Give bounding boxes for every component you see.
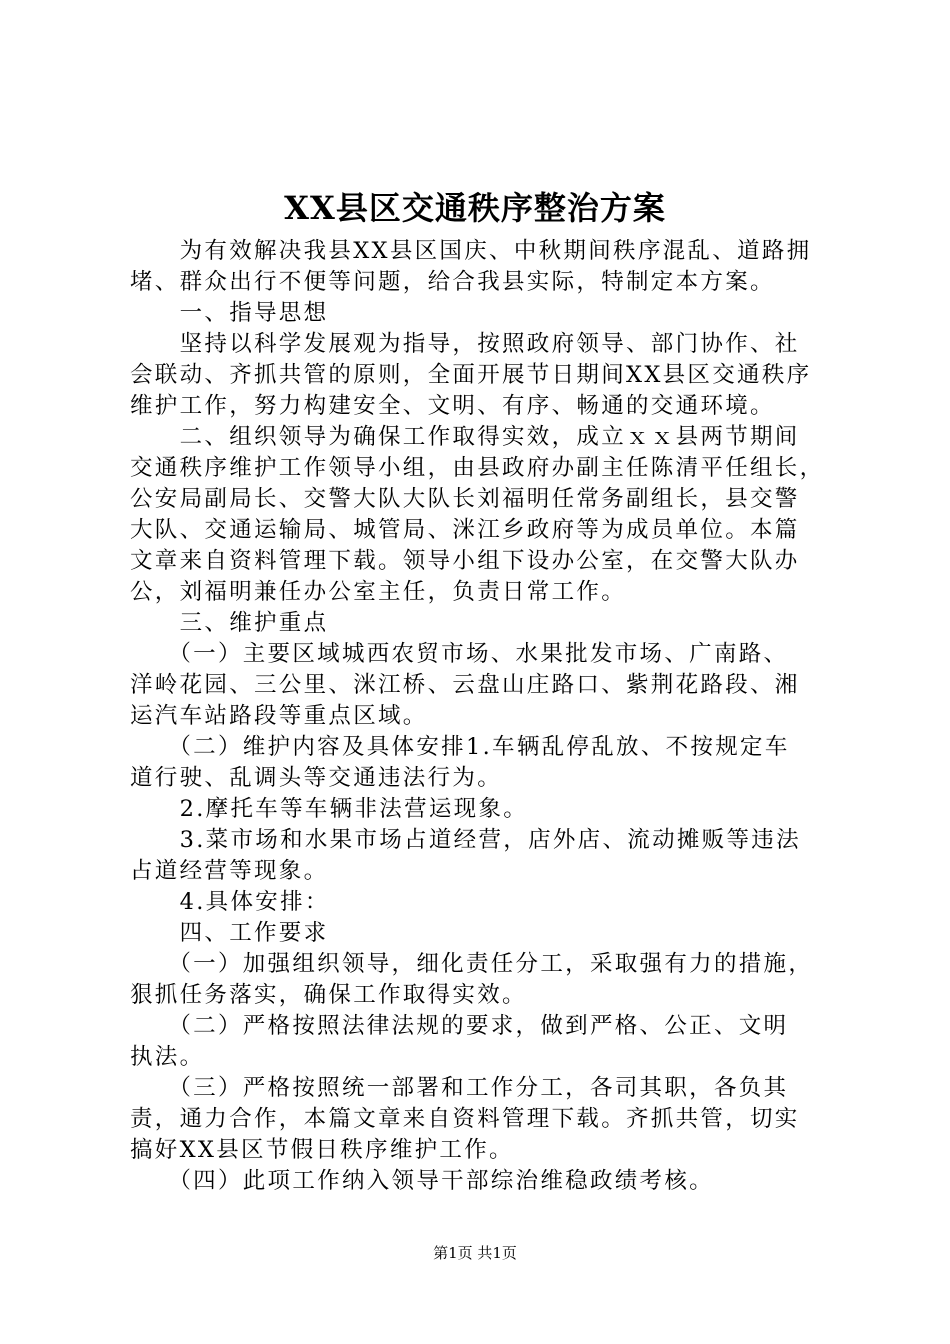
body-line: 大队、交通运输局、城管局、洣江乡政府等为成员单位。本篇	[130, 517, 800, 543]
body-line: 运汽车站路段等重点区域。	[130, 703, 428, 729]
body-line: 搞好XX县区节假日秩序维护工作。	[130, 1137, 514, 1163]
body-line: 洋岭花园、三公里、洣江桥、云盘山庄路口、紫荆花路段、湘	[130, 672, 800, 698]
body-line: 坚持以科学发展观为指导，按照政府领导、部门协作、社	[130, 331, 800, 357]
body-line: 交通秩序维护工作领导小组，由县政府办副主任陈清平任组长，	[130, 455, 825, 481]
body-line: 二、组织领导为确保工作取得实效，成立ｘｘ县两节期间	[130, 424, 800, 450]
section-heading: 三、维护重点	[130, 610, 329, 636]
body-line: （一）加强组织领导，细化责任分工，采取强有力的措施，	[130, 951, 814, 977]
body-line: （二）严格按照法律法规的要求，做到严格、公正、文明	[130, 1013, 789, 1039]
body-line: 堵、群众出行不便等问题，给合我县实际，特制定本方案。	[130, 269, 775, 295]
body-line: （四）此项工作纳入领导干部综治维稳政绩考核。	[130, 1168, 714, 1194]
page-indicator: 第1页 共1页	[433, 1244, 517, 1262]
document-title: XX县区交通秩序整治方案	[284, 189, 666, 227]
body-line: 文章来自资料管理下载。领导小组下设办公室，在交警大队办	[130, 548, 800, 574]
body-line: 会联动、齐抓共管的原则，全面开展节日期间XX县区交通秩序	[130, 362, 812, 388]
body-line: 公安局副局长、交警大队大队长刘福明任常务副组长，县交警	[130, 486, 800, 512]
document-body	[130, 236, 834, 1197]
body-line: 3.菜市场和水果市场占道经营，店外店、流动摊贩等违法	[130, 827, 801, 853]
body-line: 2.摩托车等车辆非法营运现象。	[130, 796, 529, 822]
body-line: （二）维护内容及具体安排1.车辆乱停乱放、不按规定车	[130, 734, 790, 760]
body-line: 狠抓任务落实，确保工作取得实效。	[130, 982, 527, 1008]
body-line: 维护工作，努力构建安全、文明、有序、畅通的交通环境。	[130, 393, 775, 419]
body-line: 责，通力合作，本篇文章来自资料管理下载。齐抓共管，切实	[130, 1106, 800, 1132]
body-line: （一）主要区域城西农贸市场、水果批发市场、广南路、	[130, 641, 789, 667]
body-line: （三）严格按照统一部署和工作分工，各司其职，各负其	[130, 1075, 789, 1101]
body-line: 执法。	[130, 1044, 205, 1070]
section-heading: 四、工作要求	[130, 920, 329, 946]
body-line: 公，刘福明兼任办公室主任，负责日常工作。	[130, 579, 627, 605]
body-line: 为有效解决我县XX县区国庆、中秋期间秩序混乱、道路拥	[130, 238, 812, 264]
body-line: 道行驶、乱调头等交通违法行为。	[130, 765, 503, 791]
body-line: 4.具体安排：	[130, 889, 330, 915]
body-line: 占道经营等现象。	[130, 858, 329, 884]
section-heading: 一、指导思想	[130, 300, 329, 326]
